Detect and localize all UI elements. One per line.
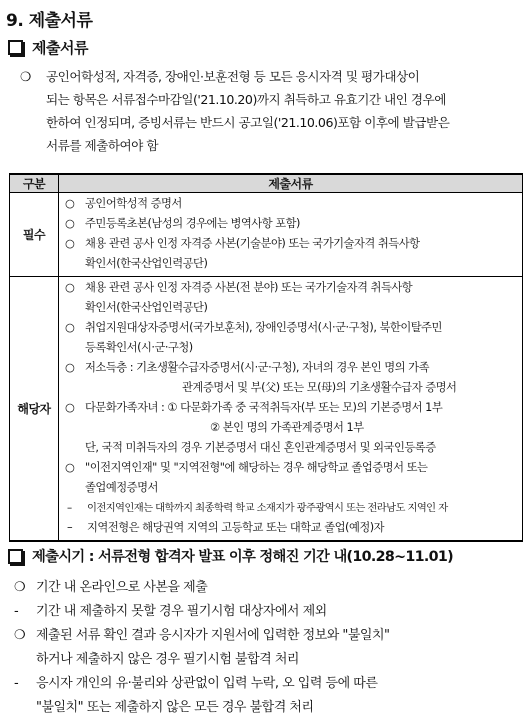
checkbox-square-icon [8, 40, 23, 55]
list-item [65, 318, 518, 338]
item-text: 취업지원대상자증명서(국가보훈처), 장애인증명서(시·군·구청), 북한이탈주민 [85, 321, 442, 334]
list-item [65, 194, 518, 214]
section-heading-text: 제출서류 [32, 39, 88, 57]
intro-line: 서류를 제출하여야 함 [46, 138, 158, 153]
item-text: 제출된 서류 확인 결과 응시자가 지원서에 입력한 정보와 "불일치" [36, 628, 390, 643]
list-item-continuation [14, 696, 524, 720]
documents-table [9, 173, 523, 542]
bullet: ○ [65, 401, 75, 414]
list-item-continuation: ② 본인 명의 가족관계증명서 1부 [210, 421, 364, 434]
list-item-continuation [65, 478, 518, 498]
list-item [65, 214, 518, 234]
header-documents: 제출서류 [59, 174, 523, 193]
item-text: 공인어학성적 증명서 [85, 197, 182, 210]
bullet: ○ [65, 197, 75, 210]
item-text: 주민등록초본(남성의 경우에는 병역사항 포함) [85, 217, 300, 230]
category-applicable: 해당자 [10, 277, 59, 542]
item-text: 확인서(한국산업인력공단) [85, 301, 208, 314]
item-text: 기간 내 온라인으로 사본을 제출 [36, 580, 208, 595]
page-title: 9. 제출서류 [6, 11, 93, 31]
item-text: "이전지역인재" 및 "지역전형"에 해당하는 경우 해당학교 졸업증명서 또는 [85, 461, 428, 474]
item-text: 응시자 개인의 유·불리와 상관없이 입력 누락, 오 입력 등에 따른 [36, 676, 378, 691]
table-row-required [10, 193, 523, 277]
circle-bullet-icon: ❍ [14, 628, 26, 643]
bullet: ○ [65, 237, 75, 250]
table-header-row [10, 174, 523, 193]
bullet: ○ [65, 361, 75, 374]
intro-paragraph [20, 65, 525, 157]
list-item [14, 576, 524, 600]
list-item-continuation: 관계증명서 및 부(父) 또는 모(母)의 기초생활수급자 증명서 [182, 381, 457, 394]
list-item [14, 624, 524, 648]
bullet: ○ [65, 321, 75, 334]
list-item-note [65, 438, 518, 458]
submission-rules-list [14, 576, 524, 720]
item-text: 기간 내 제출하지 못할 경우 필기시험 대상자에서 제외 [36, 604, 327, 619]
applicable-documents-cell [59, 277, 523, 542]
item-text: 등록확인서(시·군·구청) [85, 341, 193, 354]
list-subitem [65, 518, 518, 538]
intro-line: 공인어학성적, 자격증, 장애인·보훈전형 등 모든 응시자격 및 평가대상이 [46, 69, 420, 84]
section-heading-documents [8, 37, 88, 58]
item-text: 지역전형은 해당권역 지역의 고등학교 또는 대학교 졸업(예정)자 [87, 521, 385, 534]
intro-line: 한하여 인정되며, 증빙서류는 반드시 공고일('21.10.06)포함 이후에 발급받은 [46, 115, 450, 130]
item-text: 단, 국적 미취득자의 경우 기본증명서 대신 혼인관계증명서 및 외국인등록증 [85, 441, 436, 454]
header-category: 구분 [10, 174, 59, 193]
checkbox-square-icon [8, 549, 23, 564]
item-text: "불일치" 또는 제출하지 않은 모든 경우 불합격 처리 [36, 700, 314, 715]
list-item [65, 358, 518, 378]
item-text: 졸업예정증명서 [85, 481, 158, 494]
item-text: 확인서(한국산업인력공단) [85, 257, 208, 270]
category-required: 필수 [10, 193, 59, 277]
item-text: 채용 관련 공사 인정 자격증 사본(전 분야) 또는 국가기술자격 취득사항 [85, 281, 413, 294]
bullet: ○ [65, 461, 75, 474]
item-text: 하거나 제출하지 않은 경우 필기시험 불합격 처리 [36, 652, 299, 667]
list-item-continuation [14, 648, 524, 672]
list-item [65, 458, 518, 478]
item-text: 이전지역인재는 대학까지 최종학력 학교 소재지가 광주광역시 또는 전라남도 지역인 자 [87, 502, 448, 514]
list-item-continuation [65, 338, 518, 358]
list-item [65, 234, 518, 254]
list-item [65, 278, 518, 298]
item-text: 저소득층 : 기초생활수급자증명서(시·군·구청), 자녀의 경우 본인 명의 가족 [85, 361, 430, 374]
circle-bullet-icon: ❍ [14, 580, 26, 595]
dash-bullet: - [14, 676, 19, 691]
bullet: ○ [65, 281, 75, 294]
section-heading-submission-period [8, 546, 453, 566]
list-subitem [65, 498, 518, 518]
intro-line: 되는 항목은 서류접수마감일('21.10.20)까지 취득하고 유효기간 내인 경우에 [46, 92, 446, 107]
list-item-continuation [65, 254, 518, 274]
item-text: 다문화가족자녀 : ① 다문화가족 중 국적취득자(부 또는 모)의 기본증명서 1부 [85, 401, 443, 414]
list-subitem [14, 672, 524, 696]
section-heading-text: 제출시기 : 서류전형 합격자 발표 이후 정해진 기간 내(10.28~11.01) [32, 549, 453, 565]
list-item [65, 398, 518, 418]
dash-bullet: – [67, 502, 72, 514]
dash-bullet: – [67, 521, 73, 534]
required-documents-cell [59, 193, 523, 277]
table-row-applicable [10, 277, 523, 542]
dash-bullet: - [14, 604, 19, 619]
list-subitem [14, 600, 524, 624]
list-item-continuation [65, 298, 518, 318]
bullet: ○ [65, 217, 75, 230]
circle-bullet-icon: ❍ [20, 69, 31, 84]
item-text: 채용 관련 공사 인정 자격증 사본(기술분야) 또는 국가기술자격 취득사항 [85, 237, 420, 250]
